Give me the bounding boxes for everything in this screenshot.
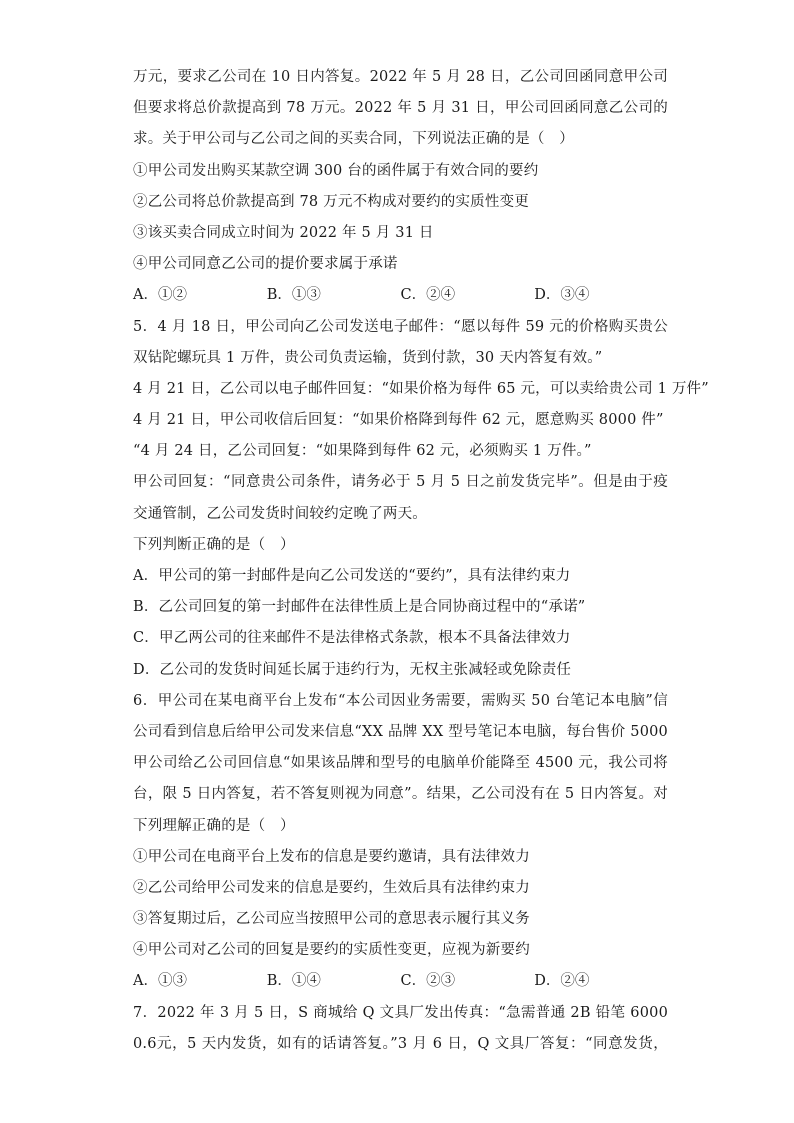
q6-text-line: 甲公司给乙公司回信息“如果该品牌和型号的电脑单价能降至 4500 元，我公司将 — [133, 755, 668, 772]
q4-question-stem: 求。关于甲公司与乙公司之间的买卖合同，下列说法正确的是（ ） — [133, 131, 574, 148]
exam-page — [133, 62, 709, 1060]
q6-option-c: C．②③ — [400, 973, 456, 990]
q5-text-line: 4 月 21 日，乙公司以电子邮件回复：“如果价格为每件 65 元，可以卖给贵公司 1 万件” — [133, 380, 709, 397]
q6-statement-2: ②乙公司给甲公司发来的信息是要约，生效后具有法律约束力 — [133, 879, 530, 896]
q6-text-line: 台，限 5 日内答复，若不答复则视为同意”。结果，乙公司没有在 5 日内答复。对 — [133, 786, 668, 803]
q5-text-line: 双钻陀螺玩具 1 万件，贵公司负责运输，货到付款，30 天内答复有效。” — [133, 349, 603, 366]
q5-choice-a: A．甲公司的第一封邮件是向乙公司发送的“要约”，具有法律约束力 — [133, 568, 571, 584]
q6-text-line: 6．甲公司在某电商平台上发布“本公司因业务需要，需购买 50 台笔记本电脑”信 — [133, 692, 668, 709]
q7-text-line: 0.6元，5 天内发货，如有的话请答复。”3 月 6 日，Q 文具厂答复：“同意发货， — [133, 1035, 668, 1052]
q4-statement-4: ④甲公司同意乙公司的提价要求属于承诺 — [133, 256, 398, 273]
q6-statement-3: ③答复期过后，乙公司应当按照甲公司的意思表示履行其义务 — [133, 911, 530, 928]
q4-statement-2: ②乙公司将总价款提高到 78 万元不构成对要约的实质性变更 — [133, 193, 529, 210]
q6-option-d: D．②④ — [534, 973, 590, 990]
q7-text-line: 7．2022 年 3 月 5 日，S 商城给 Q 文具厂发出传真：“急需普通 2B 铅笔 6000 — [133, 1004, 668, 1021]
q6-statement-4: ④甲公司对乙公司的回复是要约的实质性变更，应视为新要约 — [133, 942, 530, 959]
q6-options — [133, 966, 668, 997]
q4-option-d: D．③④ — [534, 287, 590, 304]
q5-text-line: 4 月 21 日，甲公司收信后回复：“如果价格降到每件 62 元，愿意购买 8000 件” — [133, 412, 664, 429]
q6-question-stem: 下列理解正确的是（ ） — [133, 817, 295, 834]
q5-question-stem: 下列判断正确的是（ ） — [133, 536, 295, 553]
q4-option-c: C．②④ — [400, 287, 456, 304]
q4-option-b: B．①③ — [266, 287, 321, 304]
q5-text-line: 5．4 月 18 日，甲公司向乙公司发送电子邮件：“愿以每件 59 元的价格购买贵公 — [133, 318, 668, 335]
q5-text-line: “4 月 24 日，乙公司回复：“如果降到每件 62 元，必须购买 1 万件。” — [133, 443, 592, 460]
q5-choice-b: B．乙公司回复的第一封邮件在法律性质上是合同协商过程中的“承诺” — [133, 599, 586, 616]
q5-choice-d: D．乙公司的发货时间延长属于违约行为，无权主张减轻或免除责任 — [133, 661, 572, 678]
q6-option-b: B．①④ — [266, 973, 321, 990]
q5-text-line: 交通管制，乙公司发货时间较约定晚了两天。 — [133, 505, 427, 522]
q6-option-a: A．①③ — [133, 973, 187, 990]
q6-text-line: 公司看到信息后给甲公司发来信息“XX 品牌 XX 型号笔记本电脑，每台售价 5000 — [133, 723, 668, 740]
q4-option-a: A．①② — [133, 287, 187, 304]
q5-text-line: 甲公司回复：“同意贵公司条件，请务必于 5 月 5 日之前发货完毕”。但是由于疫 — [133, 474, 668, 491]
q4-text-line: 但要求将总价款提高到 78 万元。2022 年 5 月 31 日，甲公司回函同意乙公司的 — [133, 100, 668, 117]
q6-statement-1: ①甲公司在电商平台上发布的信息是要约邀请，具有法律效力 — [133, 848, 530, 865]
q4-statement-3: ③该买卖合同成立时间为 2022 年 5 月 31 日 — [133, 224, 434, 241]
q4-text-line: 万元，要求乙公司在 10 日内答复。2022 年 5 月 28 日，乙公司回函同意甲公司 — [133, 69, 668, 85]
q4-statement-1: ①甲公司发出购买某款空调 300 台的函件属于有效合同的要约 — [133, 162, 539, 179]
q5-choice-c: C．甲乙两公司的往来邮件不是法律格式条款，根本不具备法律效力 — [133, 630, 571, 647]
q4-options — [133, 280, 668, 311]
